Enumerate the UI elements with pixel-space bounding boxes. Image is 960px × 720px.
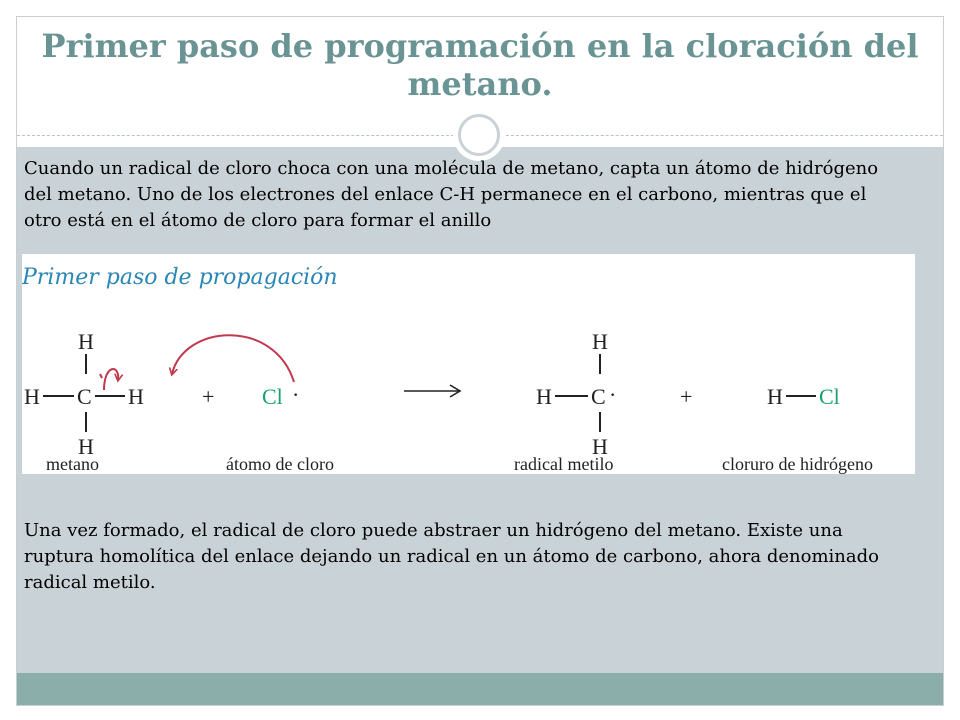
methyl-c: C [591, 384, 606, 409]
figure-heading: Primer paso de propagación [22, 265, 338, 290]
methyl-radical-dot: · [609, 382, 617, 407]
label-methyl-radical: radical metilo [514, 454, 614, 474]
hcl-h: H [767, 384, 783, 409]
plus-sign-1: + [202, 384, 215, 409]
label-hydrogen-chloride: cloruro de hidrógeno [722, 454, 873, 474]
footer-bar [17, 673, 943, 705]
explanation-paragraph: Una vez formado, el radical de cloro puede abstraer un hidrógeno del metano. Existe una ruptura homolítica del enlace dejando un radical en un átomo de carbono, ahora denominado radical metilo. [24, 520, 879, 593]
reaction-diagram [22, 254, 915, 474]
label-chlorine-atom: átomo de cloro [226, 454, 334, 474]
methane-h-right: H [128, 384, 144, 409]
intro-paragraph: Cuando un radical de cloro choca con una molécula de metano, capta un átomo de hidrógeno del metano. Uno de los electrones del enlace C-H permanece en el carbono, mientras que el otro está en el átomo de cloro para formar el anillo [24, 158, 879, 231]
methane-h-left: H [24, 384, 40, 409]
label-methane: metano [46, 454, 99, 474]
fishhook-tail-mark [100, 374, 102, 378]
chlorine-radical-dot: · [292, 382, 300, 407]
methyl-h-bottom: H [592, 434, 608, 459]
methyl-h-left: H [536, 384, 552, 409]
plus-sign-2: + [680, 384, 693, 409]
fishhook-arrow-to-c [104, 369, 118, 390]
fishhook-arrow-from-cl [172, 335, 294, 382]
methane-h-bottom: H [78, 434, 94, 459]
methane-c: C [77, 384, 92, 409]
reaction-figure [22, 254, 915, 474]
hcl-cl: Cl [819, 384, 840, 409]
ring-ornament-icon [453, 109, 505, 161]
methyl-h-top: H [592, 329, 608, 354]
slide-title: Primer paso de programación en la cloración del metano. [41, 27, 919, 103]
methane-h-top: H [78, 329, 94, 354]
chlorine-atom: Cl [262, 384, 283, 409]
